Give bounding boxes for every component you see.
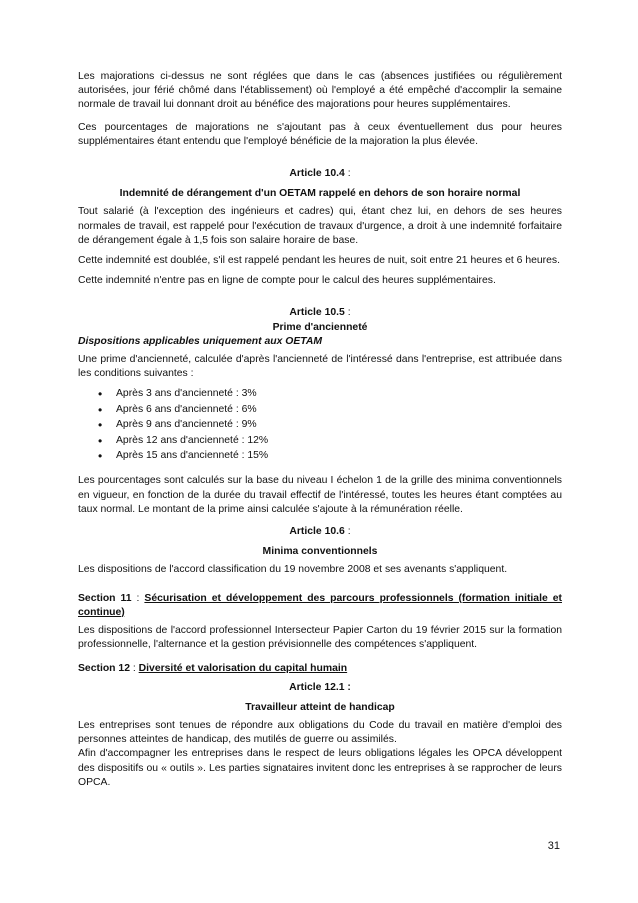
article-subtitle: Dispositions applicables uniquement aux OETAM xyxy=(78,335,323,347)
paragraph: Ces pourcentages de majorations ne s'ajoutant pas à ceux éventuellement dus pour heures supplémentaires étant entendu que l'employé bénéficie de la majoration la plus élevée. xyxy=(78,121,562,147)
article-heading xyxy=(78,306,562,320)
paragraph: Tout salarié (à l'exception des ingénieurs et cadres) qui, étant chez lui, en dehors de ses heures normales de travail, est rappelé pour l'exécution de travaux d'urgence, a droit à une indemnité forfaitaire de dérangement égale à 1,5 fois son salaire horaire de base. xyxy=(78,206,562,246)
article-colon: : xyxy=(344,168,351,180)
list-item: • Après 6 ans d'ancienneté : 6% xyxy=(98,403,562,418)
article-heading: Article 12.1 : xyxy=(289,681,351,693)
paragraph: Cette indemnité est doublée, s'il est rappelé pendant les heures de nuit, soit entre 21 heures et 6 heures. xyxy=(78,255,560,267)
list-item: • Après 3 ans d'ancienneté : 3% xyxy=(98,387,562,402)
list-item: • Après 12 ans d'ancienneté : 12% xyxy=(98,434,562,449)
paragraph: Les dispositions de l'accord classification du 19 novembre 2008 et ses avenants s'appliquent. xyxy=(78,564,508,576)
section-label: Section 11 xyxy=(78,592,132,604)
section-title: Sécurisation et développement des parcours professionnels (formation initiale et continue) xyxy=(78,592,562,618)
paragraph: Une prime d'ancienneté, calculée d'après l'ancienneté de l'intéressé dans l'entreprise, est attribuée dans les conditions suivantes : xyxy=(78,354,562,380)
paragraph: Les pourcentages sont calculés sur la base du niveau I échelon 1 de la grille des minima conventionnels en vigueur, en fonction de la durée du travail effectif de l'intéressé, toutes les heures étant comptées au taux normal. Le montant de la prime ainsi calculée s'ajoute à la rémunération réelle. xyxy=(78,475,562,515)
paragraph: Les entreprises sont tenues de répondre aux obligations du Code du travail en matière d'emploi des personnes atteintes de handicap, des mutilés de guerre ou assimilés. xyxy=(78,720,562,746)
page-content xyxy=(78,70,562,790)
article-title: Travailleur atteint de handicap xyxy=(245,701,395,713)
article-heading xyxy=(78,167,562,181)
article-number: Article 10.4 xyxy=(289,168,345,180)
paragraph: Afin d'accompagner les entreprises dans le respect de leurs obligations légales les OPCA développent des dispositifs ou « outils ». Les parties signataires invitent donc les entreprises à se rapprocher de leurs OPCA. xyxy=(78,748,562,788)
section-heading xyxy=(78,662,562,676)
list-item: • Après 9 ans d'ancienneté : 9% xyxy=(98,418,562,433)
list-item: • Après 15 ans d'ancienneté : 15% xyxy=(98,449,562,464)
article-number: Article 10.5 xyxy=(289,307,345,319)
article-title: Minima conventionnels xyxy=(262,546,378,558)
paragraph: Cette indemnité n'entre pas en ligne de compte pour le calcul des heures supplémentaires. xyxy=(78,275,496,287)
article-colon: : xyxy=(344,307,351,319)
section-heading xyxy=(78,592,562,620)
section-title: Diversité et valorisation du capital humain xyxy=(138,663,348,675)
paragraph: Les majorations ci-dessus ne sont réglées que dans le cas (absences justifiées ou régulièrement autorisées, jour férié chômé dans l'établissement) où l'employé a été empêché d'accomplir la semaine normale de travail lui donnant droit au bénéfice des majorations pour heures supplémentaires. xyxy=(78,71,562,111)
article-title: Indemnité de dérangement d'un OETAM rappelé en dehors de son horaire normal xyxy=(119,188,521,200)
section-label: Section 12 xyxy=(78,663,130,675)
article-title: Prime d'ancienneté xyxy=(272,321,368,333)
bullet-list xyxy=(78,387,562,464)
section-separator: : xyxy=(131,592,145,604)
section-separator: : xyxy=(129,663,139,675)
page-number: 31 xyxy=(547,840,560,852)
article-number: Article 10.6 xyxy=(289,526,345,538)
paragraph: Les dispositions de l'accord professionnel Intersecteur Papier Carton du 19 février 2015 sur la formation professionnelle, l'alternance et la gestion prévisionnelle des compétences s'appliquent. xyxy=(78,625,562,651)
article-colon: : xyxy=(344,526,351,538)
article-heading xyxy=(78,525,562,539)
